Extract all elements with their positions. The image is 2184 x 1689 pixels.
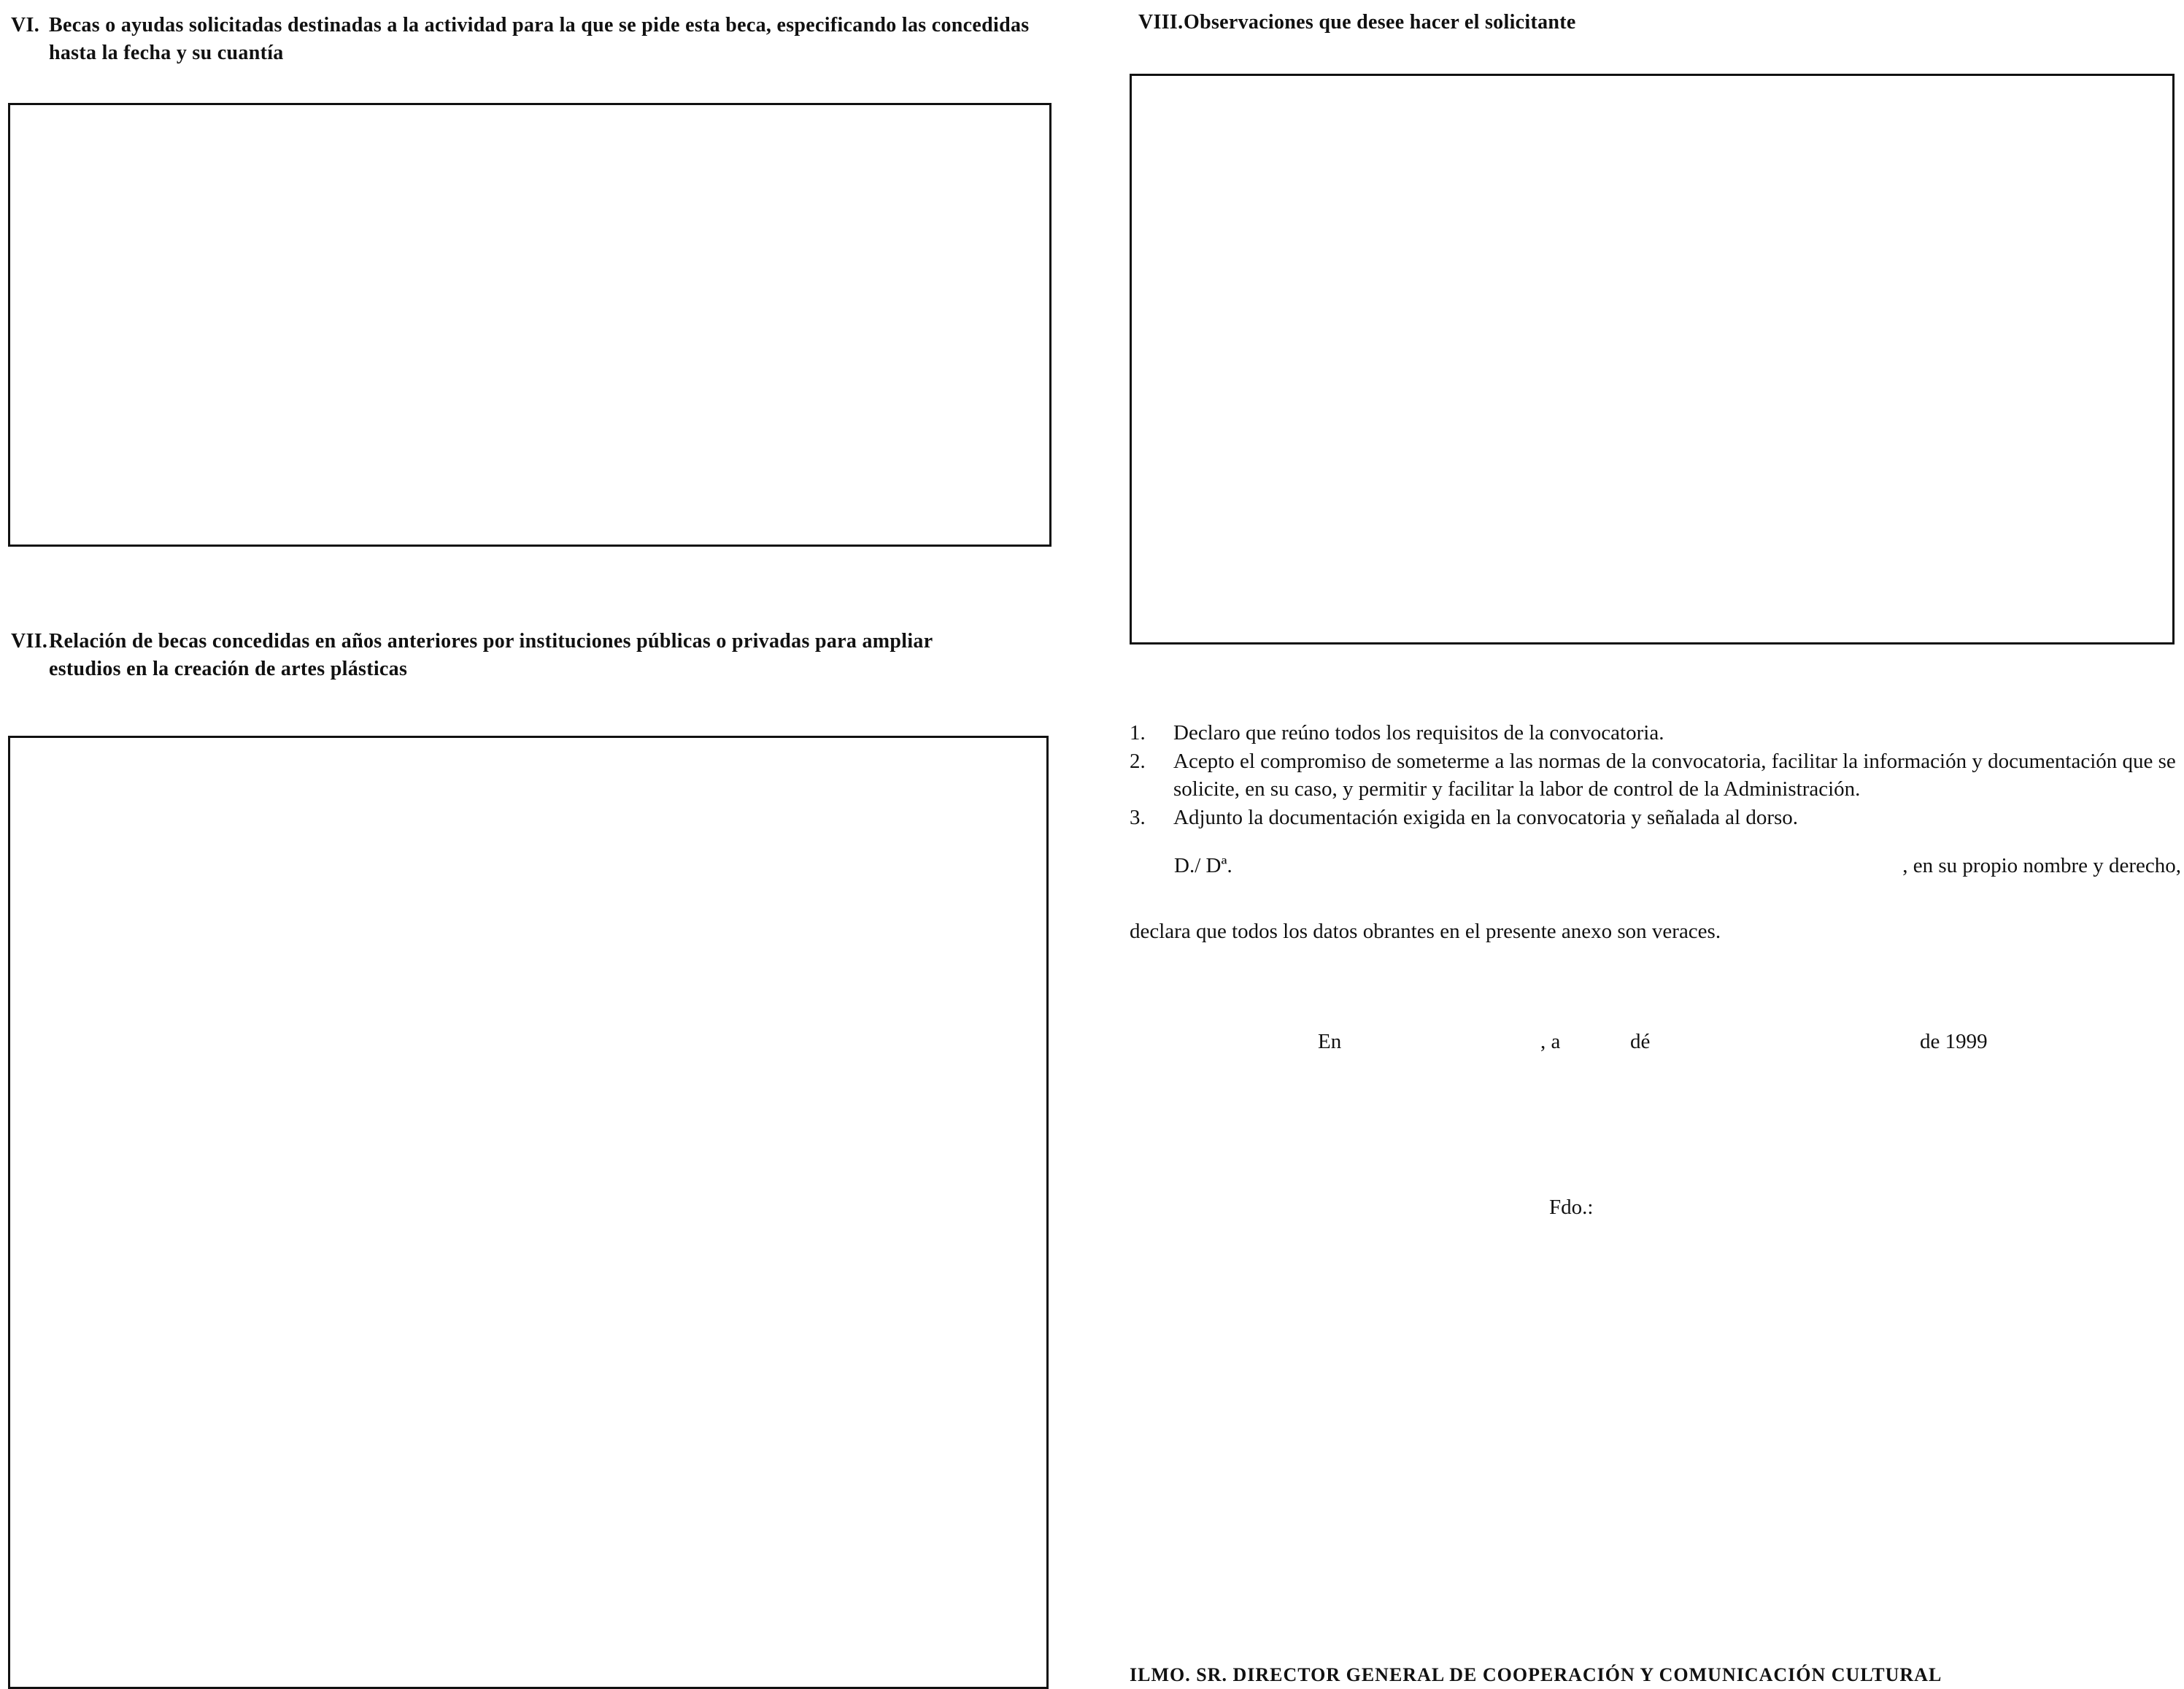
section-vii-title: Relación de becas concedidas en años anteriores por instituciones públicas o privadas para ampliar estudios en la creación de artes plásticas	[49, 630, 933, 680]
statement-prefix: D./ Dª.	[1174, 854, 1232, 877]
date-a-label: , a	[1540, 1030, 1561, 1053]
section-viii-title: Observaciones que desee hacer el solicitante	[1184, 11, 1576, 34]
signature-label: Fdo.:	[1549, 1196, 1594, 1219]
section-vi-number: VI.	[11, 14, 40, 36]
declaration-item	[1130, 719, 2180, 747]
declaration-number: 1.	[1130, 721, 1146, 745]
date-year-label: de 1999	[1920, 1030, 1988, 1053]
declaration-item	[1130, 804, 2180, 831]
section-vi-input-box[interactable]	[8, 103, 1052, 547]
declaration-number: 3.	[1130, 806, 1146, 829]
section-vi-title: Becas o ayudas solicitadas destinadas a la actividad para la que se pide esta beca, especificando las concedidas hasta la fecha y su cuantía	[49, 14, 1030, 64]
declaration-text: Adjunto la documentación exigida en la convocatoria y señalada al dorso.	[1173, 806, 1799, 829]
declaration-text: Declaro que reúno todos los requisitos de la convocatoria.	[1173, 721, 1664, 745]
section-viii-number: VIII.	[1138, 11, 1184, 34]
section-viii-input-box[interactable]	[1130, 74, 2175, 645]
declaration-text: Acepto el compromiso de someterme a las normas de la convocatoria, facilitar la información y documentación que se solicite, en su caso, y permitir y facilitar la labor de control de la Administración.	[1173, 750, 2176, 801]
section-vii-heading	[11, 628, 981, 683]
addressee: ILMO. SR. DIRECTOR GENERAL DE COOPERACIÓN Y COMUNICACIÓN CULTURAL	[1130, 1664, 1942, 1685]
date-en-label: En	[1318, 1030, 1342, 1053]
section-viii-heading	[1138, 9, 2160, 36]
statement-suffix: , en su propio nombre y derecho,	[1902, 854, 2181, 877]
declaration-item	[1130, 747, 2180, 803]
section-vii-input-box[interactable]	[8, 736, 1049, 1689]
declaration-number: 2.	[1130, 750, 1146, 773]
section-vi-heading	[11, 12, 1047, 67]
section-vii-number: VII.	[11, 630, 48, 653]
statement-line2: declara que todos los datos obrantes en el presente anexo son veraces.	[1130, 920, 1721, 943]
date-de-label: dé	[1630, 1030, 1651, 1053]
